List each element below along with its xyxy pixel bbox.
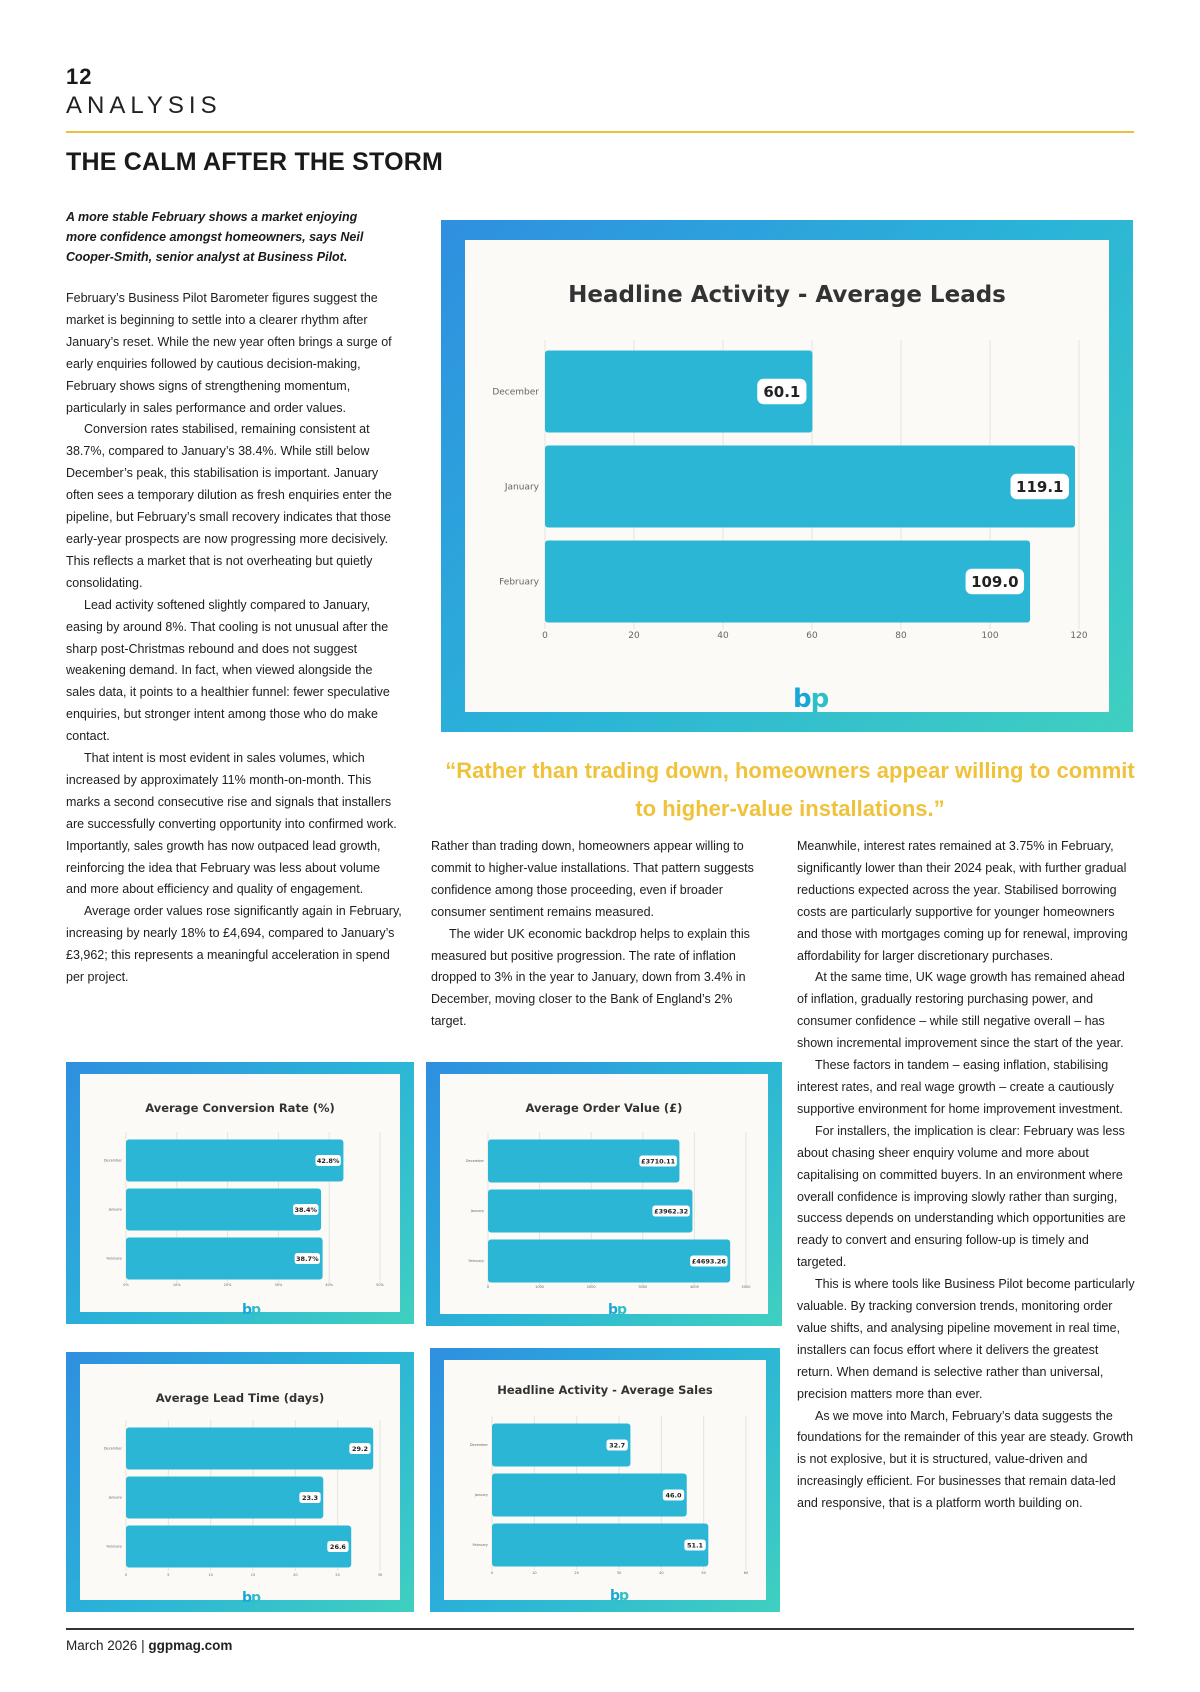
x-tick-label: 30% [274, 1283, 283, 1287]
bar-january [545, 446, 1075, 528]
data-label: £3962.32 [654, 1207, 689, 1216]
paragraph: The wider UK economic backdrop helps to explain this measured but positive progression. The rate of inflation dropped to 3% in the year to January, down from 3.4% in December, moving closer to the Bank of England’s 2% target. [431, 926, 750, 1029]
chart-panel [465, 240, 1109, 712]
category-label: January [504, 482, 539, 493]
bar-december [126, 1140, 343, 1182]
data-label: £3710.11 [641, 1157, 676, 1166]
page-number: 12 [66, 64, 93, 89]
x-tick-label: 0 [542, 631, 548, 641]
text-column-3 [797, 836, 1135, 1515]
article-title: THE CALM AFTER THE STORM [66, 148, 444, 176]
logo-p: p [810, 684, 829, 714]
data-label: 42.8% [316, 1156, 340, 1165]
paragraph: February’s Business Pilot Barometer figures suggest the market is beginning to settle into a clearer rhythm after January’s reset. While the new year often brings a surge of early enquiries followed by cautious decision-making, February shows signs of strengthening momentum, particularly in sales performance and order values. [66, 291, 392, 415]
chart-title: Average Lead Time (days) [155, 1391, 325, 1405]
x-tick-label: 30 [377, 1573, 383, 1577]
bar-january [492, 1474, 687, 1517]
x-tick-label: 10% [172, 1283, 181, 1287]
chart-panel [80, 1074, 400, 1318]
x-tick-label: 0 [486, 1285, 490, 1289]
data-label: 38.7% [296, 1254, 319, 1263]
logo-p: p [617, 1302, 627, 1318]
x-tick-label: 120 [1070, 631, 1088, 641]
x-tick-label: 5000 [741, 1285, 751, 1289]
chart-panel [80, 1364, 400, 1606]
x-tick-label: 5 [167, 1573, 170, 1577]
paragraph: Conversion rates stabilised, remaining consistent at 38.7%, compared to January’s 38.4%. While still below December’s peak, this stabilisation is important. January often sees a temporary dilution as fresh enquiries enter the pipeline, but February’s small recovery indicates that those early-year prospects are now progressing more decisively. This reflects a market that is not overheating but quietly consolidating. [66, 422, 392, 590]
x-tick-label: 0 [124, 1573, 128, 1577]
category-label: February [468, 1259, 484, 1264]
chart-title: Average Conversion Rate (%) [145, 1101, 335, 1115]
data-label: 46.0 [665, 1491, 682, 1500]
x-tick-label: 0% [123, 1283, 129, 1287]
data-label: 38.4% [294, 1205, 318, 1214]
paragraph: Rather than trading down, homeowners appear willing to commit to higher-value installations. That pattern suggests confidence among those proceeding, even if broader consumer sentiment remains measured. [431, 839, 754, 919]
category-label: January [474, 1493, 488, 1498]
x-tick-label: 40 [717, 631, 729, 641]
chart-title: Headline Activity - Average Sales [497, 1383, 713, 1397]
business-pilot-logo [610, 1588, 628, 1604]
data-label: 109.0 [971, 572, 1019, 591]
article-standfirst: A more stable February shows a market enjoying more confidence amongst homeowners, says Neil Cooper-Smith, senior analyst at Business Pilot. [66, 210, 364, 264]
bar-february [126, 1238, 323, 1280]
section-label: ANALYSIS [66, 92, 222, 119]
data-label: 51.1 [687, 1541, 704, 1550]
text-column-1 [66, 288, 404, 989]
data-label: 29.2 [351, 1444, 368, 1453]
data-label: 32.7 [609, 1441, 626, 1450]
category-label: February [499, 577, 539, 588]
data-label: 26.6 [329, 1542, 346, 1551]
category-label: February [106, 1256, 122, 1261]
chart-svg [465, 240, 1109, 712]
x-tick-label: 60 [806, 631, 818, 641]
paragraph: These factors in tandem – easing inflation, stabilising interest rates, and real wage growth – create a cautiously supportive environment for home improvement investment. [797, 1058, 1123, 1116]
business-pilot-logo [608, 1302, 626, 1318]
x-tick-label: 50 [701, 1571, 706, 1575]
category-label: January [470, 1209, 484, 1214]
logo-p: p [251, 1590, 261, 1606]
x-tick-label: 50% [376, 1283, 384, 1287]
category-label: February [106, 1544, 122, 1549]
x-tick-label: 15 [250, 1573, 256, 1577]
category-label: December [103, 1446, 122, 1451]
category-label: January [108, 1207, 122, 1212]
chart-title: Average Order Value (£) [525, 1101, 683, 1115]
bar-december [126, 1428, 373, 1470]
logo-p: p [619, 1588, 629, 1604]
x-tick-label: 20% [223, 1283, 232, 1287]
category-label: January [108, 1495, 122, 1500]
chart-svg [80, 1364, 400, 1600]
x-tick-label: 80 [895, 631, 907, 641]
paragraph: This is where tools like Business Pilot become particularly valuable. By tracking conversion trends, monitoring order value shifts, and analysing pipeline movement in real time, installers can focus effort where it delivers the greatest return. When demand is selective rather than universal, precision matters more than ever. [797, 1277, 1135, 1401]
category-label: December [103, 1158, 122, 1163]
paragraph: Lead activity softened slightly compared to January, easing by around 8%. That cooling is not unusual after the sharp post-Christmas rebound and does not suggest weakening demand. In fact, when viewed alongside the sales data, it points to a healthier funnel: fewer speculative enquiries, but stronger intent among those who do make contact. [66, 597, 390, 744]
x-tick-label: 4000 [689, 1285, 699, 1289]
bar-january [126, 1189, 321, 1231]
chart-panel [440, 1074, 768, 1318]
paragraph: For installers, the implication is clear: February was less about chasing sheer enquiry volume and more about capitalising on committed buyers. In an environment where overall confidence is improving slowly rather than surging, success depends on understanding which opportunities are ready to convert and ensuring follow-up is timely and targeted. [797, 1123, 1126, 1270]
text-column-2 [431, 836, 769, 1033]
chart-conversion-rate [66, 1062, 414, 1324]
chart-title: Headline Activity - Average Leads [568, 282, 1006, 308]
x-tick-label: 10 [532, 1571, 537, 1575]
x-tick-label: 2000 [586, 1285, 596, 1289]
data-label: 23.3 [301, 1493, 319, 1502]
x-tick-label: 40% [325, 1283, 334, 1287]
chart-svg [80, 1074, 400, 1312]
x-tick-label: 20 [628, 631, 640, 641]
x-tick-label: 20 [293, 1573, 298, 1577]
category-label: December [465, 1159, 484, 1164]
data-label: 119.1 [1016, 477, 1064, 496]
logo-b: b [242, 1590, 252, 1606]
logo-p: p [251, 1302, 261, 1318]
paragraph: As we move into March, February’s data suggests the foundations for the remainder of this year are steady. Growth is not explosive, but it is structured, value-driven and increasingly efficient. For businesses that remain data-led and responsive, that is a platform worth building on. [797, 1408, 1134, 1511]
chart-average-sales [430, 1348, 780, 1612]
x-tick-label: 100 [981, 631, 999, 641]
logo-b: b [610, 1588, 620, 1604]
bar-february [492, 1524, 708, 1567]
bar-february [545, 541, 1030, 623]
footer-separator: | [141, 1638, 145, 1653]
chart-svg [440, 1074, 768, 1314]
x-tick-label: 3000 [638, 1285, 648, 1289]
logo-b: b [793, 684, 811, 714]
x-tick-label: 10 [208, 1573, 213, 1577]
x-tick-label: 1000 [535, 1285, 545, 1289]
footer [66, 1638, 232, 1653]
x-tick-label: 40 [659, 1571, 664, 1575]
header-rule [66, 131, 1134, 133]
chart-panel [444, 1360, 766, 1604]
business-pilot-logo [242, 1302, 260, 1318]
logo-b: b [242, 1302, 252, 1318]
logo-b: b [608, 1302, 618, 1318]
data-label: 60.1 [763, 382, 801, 401]
paragraph: Meanwhile, interest rates remained at 3.75% in February, significantly lower than their 2024 peak, with further gradual reductions expected across the year. Stabilised borrowing costs are particularly supportive for younger homeowners and those with mortgages coming up for renewal, improving affordability for larger discretionary purchases. [797, 839, 1128, 963]
pull-quote: “Rather than trading down, homeowners appear willing to commit to higher-value installations.” [445, 758, 1135, 821]
data-label: £4693.26 [691, 1257, 726, 1266]
category-label: February [472, 1543, 488, 1548]
business-pilot-logo [242, 1590, 260, 1606]
paragraph: At the same time, UK wage growth has remained ahead of inflation, gradually restoring purchasing power, and consumer confidence – while still negative overall – has shown incremental improvement since the start of the year. [797, 970, 1125, 1051]
category-label: December [469, 1443, 488, 1448]
x-tick-label: 20 [574, 1571, 579, 1575]
x-tick-label: 30 [616, 1571, 622, 1575]
x-tick-label: 25 [335, 1573, 340, 1577]
chart-order-value [426, 1062, 782, 1326]
issue-date: March 2026 [66, 1638, 138, 1653]
business-pilot-logo [793, 684, 828, 714]
chart-average-leads [441, 220, 1133, 732]
chart-svg [444, 1360, 766, 1600]
footer-rule [66, 1628, 1134, 1630]
site-link[interactable]: ggpmag.com [148, 1638, 233, 1653]
x-tick-label: 0 [490, 1571, 494, 1575]
bar-february [126, 1526, 351, 1568]
paragraph: Average order values rose significantly again in February, increasing by nearly 18% to £4,694, compared to January’s £3,962; this represents a meaningful acceleration in spend per project. [66, 904, 402, 985]
bar-january [126, 1477, 323, 1519]
category-label: December [492, 387, 539, 398]
chart-lead-time [66, 1352, 414, 1612]
paragraph: That intent is most evident in sales volumes, which increased by approximately 11% month-on-month. This marks a second consecutive rise and signals that installers are successfully converting opportunity into confirmed work. Importantly, sales growth has now outpaced lead growth, reinforcing the idea that February was less about volume and more about efficiency and quality of engagement. [66, 751, 397, 897]
x-tick-label: 60 [743, 1571, 749, 1575]
